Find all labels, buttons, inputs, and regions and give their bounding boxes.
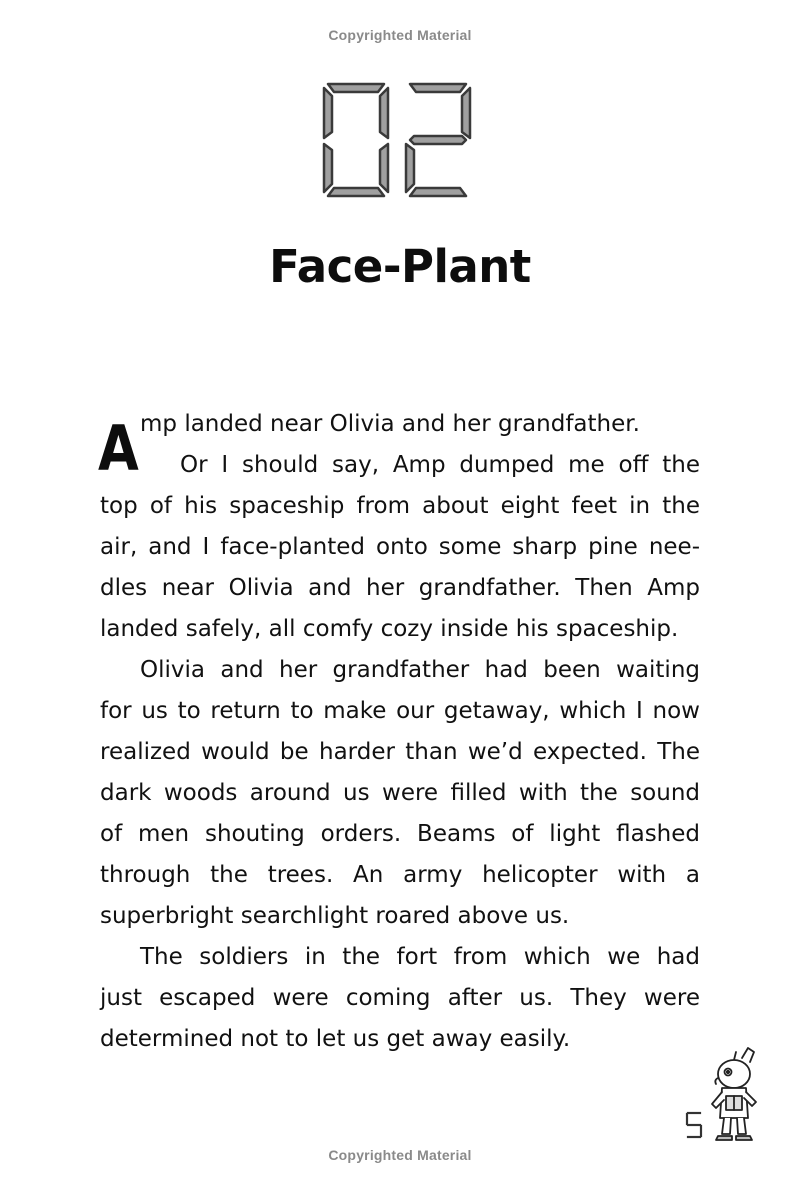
digit-0-lower-left-segment	[324, 144, 332, 192]
text-line: air, and I face-planted onto some sharp pine nee-	[100, 534, 700, 560]
digit-2-bottom-segment	[410, 188, 466, 196]
digit-2-top-segment	[410, 84, 466, 92]
text-line: superbright searchlight roared above us.	[100, 903, 570, 929]
copyright-watermark-top: Copyrighted Material	[328, 27, 472, 43]
page-number	[684, 1110, 704, 1140]
drop-cap: A	[98, 412, 139, 485]
chapter-number	[320, 80, 480, 200]
text-line: Olivia and her grandfather had been waiting	[140, 657, 700, 683]
text-line: dles near Olivia and her grandfather. Then Amp	[100, 575, 700, 601]
digit-0-lower-right-segment	[380, 144, 388, 192]
text-line: Or I should say, Amp dumped me off the	[180, 452, 700, 478]
digit-2-middle-segment	[410, 136, 466, 144]
text-line: landed safely, all comfy cozy inside his spaceship.	[100, 616, 679, 642]
digit-0-upper-right-segment	[380, 88, 388, 138]
text-line: dark woods around us were filled with the sound	[100, 780, 700, 806]
text-line: The soldiers in the fort from which we had	[140, 944, 700, 970]
text-line: determined not to let us get away easily.	[100, 1026, 571, 1052]
text-line: mp landed near Olivia and her grandfather.	[140, 411, 640, 437]
digit-0-top-segment	[328, 84, 384, 92]
text-line: just escaped were coming after us. They were	[100, 985, 700, 1011]
copyright-watermark-bottom: Copyrighted Material	[328, 1147, 472, 1163]
text-line: of men shouting orders. Beams of light flashed	[100, 821, 700, 847]
digit-0-upper-left-segment	[324, 88, 332, 138]
digit-0-bottom-segment	[328, 188, 384, 196]
text-line: realized would be harder than we’d expected. The	[100, 739, 700, 765]
chapter-title: Face-Plant	[269, 240, 531, 293]
text-line: for us to return to make our getaway, which I now	[100, 698, 700, 724]
robot-mascot-icon	[704, 1044, 764, 1144]
digit-2-upper-right-segment	[462, 88, 470, 138]
text-line: through the trees. An army helicopter with a	[100, 862, 700, 888]
chapter-body	[100, 404, 700, 1060]
text-line: top of his spaceship from about eight feet in the	[100, 493, 700, 519]
digit-2-lower-left-segment	[406, 144, 414, 192]
